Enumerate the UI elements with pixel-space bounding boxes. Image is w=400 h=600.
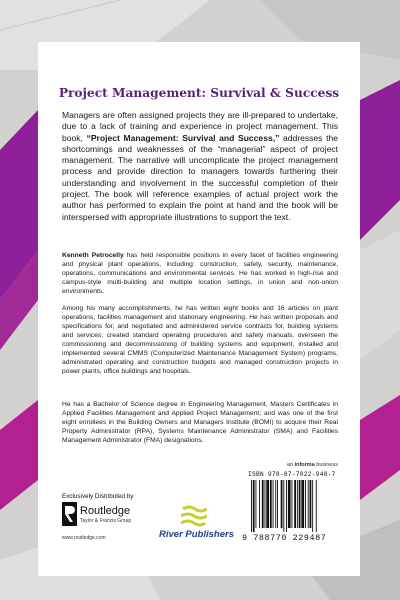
routledge-logo-icon: [62, 502, 77, 526]
book-description: [62, 110, 338, 223]
barcode: [251, 480, 341, 532]
river-publishers-logo-icon: [181, 505, 207, 527]
author-bio-paragraph-3: He has a Bachelor of Science degree in Engineering Management, Masters Certificates in Applied Facilities Management and Applied Project Management; and was one of the first eight enrollees in the Building Owners and Managers Institute (BOMI) to acquire their Real Property Administrator (RPA), Systems Maintenance Administrator (SMA) and Facilities Management Administrator (FMA) designations.: [62, 401, 338, 444]
informa-prefix: an: [286, 462, 295, 468]
back-cover-panel: [38, 42, 360, 576]
author-bio-paragraph-2: Among his many accomplishments, he has written eight books and 16 articles on plant operations, facilities management and stationary engineering. He has written proposals and specifications for, and negotiated and administered service contracts for, building systems and services; created standard operating procedures and safety manuals, overseen the commissioning and decommissioning of building systems and equipment, installed and implemented several CMMS (Computerized Maintenance Management System) programs, administrated operating and construction budgets and managed construction projects in power plants, office buildings and hospitals.: [62, 305, 338, 375]
informa-suffix: business: [314, 462, 338, 468]
description-body: addresses the shortcomings and weaknesses of the “managerial” aspect of project management. The narrative will uncomplicate the project management process and provide direction to managers towards furthering their understanding and involvement in the successful completion of their project. The book will reference examples of actual project work the author has performed to explain the point at hand and the book will be interspersed with appropriate illustrations to support the text.: [62, 132, 338, 222]
river-publishers-name: River Publishers: [159, 529, 234, 540]
isbn-label: ISBN 978-87-7022-948-7: [248, 471, 336, 478]
informa-brand: informa: [294, 462, 315, 468]
author-bio-paragraph-1: [62, 251, 338, 296]
description-intro: Managers are often assigned projects they are ill-prepared to undertake, due to a lack of training and experience in project management. This book,: [62, 110, 338, 143]
description-book-title: “Project Management: Survival and Success,”: [86, 132, 280, 143]
barcode-number: 9 788770 229487: [242, 533, 327, 543]
routledge-name: Routledge: [80, 505, 131, 517]
author-name: Kenneth Petrocelly: [62, 252, 124, 259]
book-title: Project Management: Survival & Success: [58, 86, 340, 100]
informa-business-label: [287, 462, 338, 468]
routledge-subtitle: Taylor & Francis Group: [80, 518, 132, 524]
author-bio-1-text: has held responsible positions in every facet of facilities engineering and physical plant operations, including: construction, safety, security, maintenance, operations, communications and environmental services. He has worked in high-rise and campus-style multi-building and multiple location settings, in union and non-union environments.: [62, 252, 338, 295]
distribution-label: Exclusively Distributed by: [62, 493, 134, 500]
routledge-url: www.routledge.com: [62, 535, 106, 541]
